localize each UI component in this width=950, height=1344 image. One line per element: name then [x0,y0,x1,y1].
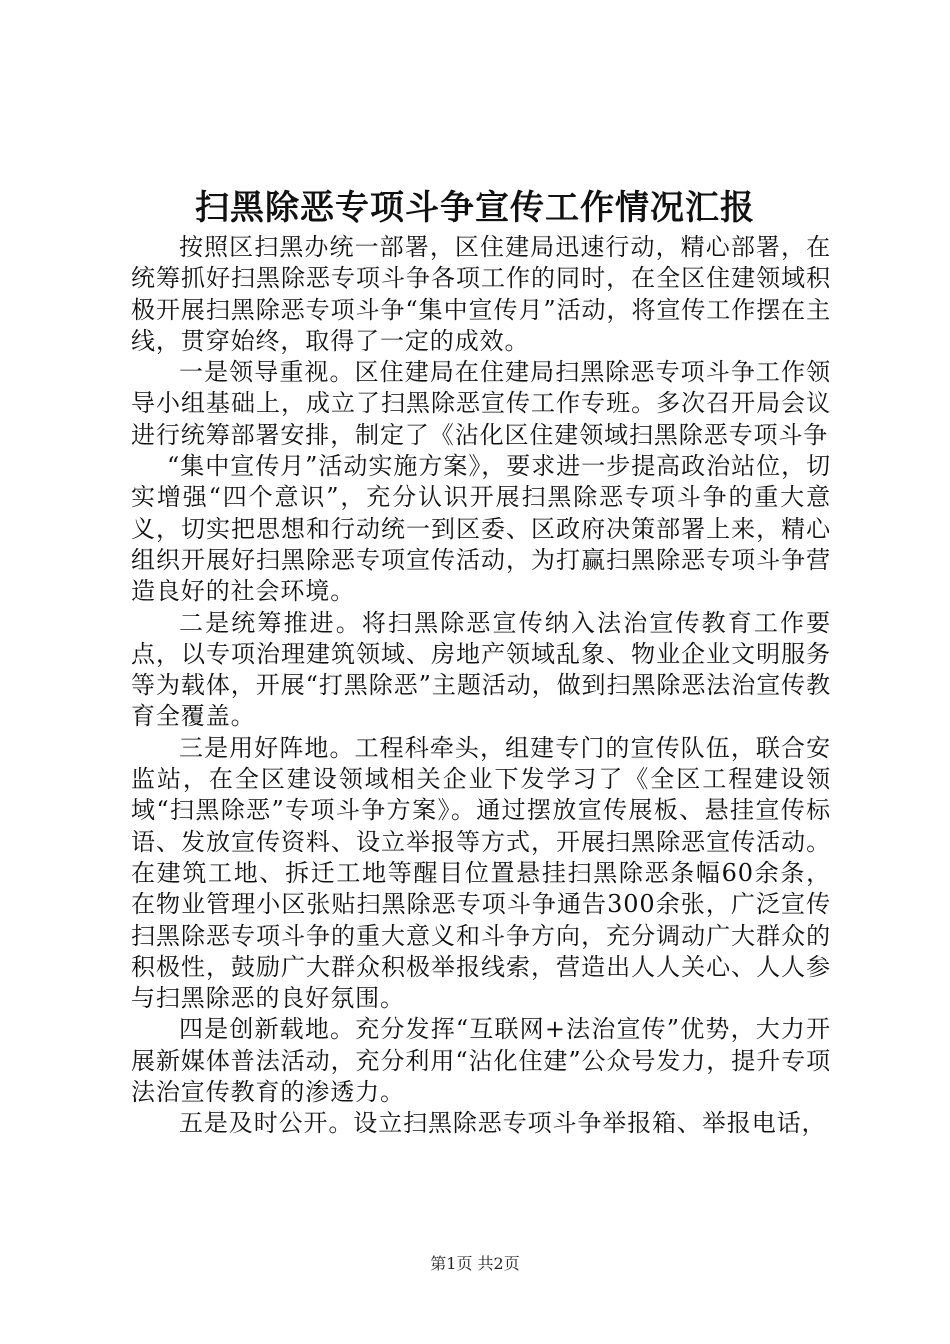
paragraph-innovation: 四是创新载地。充分发挥“互联网+法治宣传”优势，大力开展新媒体普法活动，充分利用“沾化住建”公众号发力，提升专项法治宣传教育的渗透力。 [131,1015,831,1107]
document-title: 扫黑除恶专项斗争宣传工作情况汇报 [195,188,755,228]
paragraph-coordination: 二是统筹推进。将扫黑除恶宣传纳入法治宣传教育工作要点，以专项治理建筑领域、房地产领域乱象、物业企业文明服务等为载体，开展“打黑除恶”主题活动，做到扫黑除恶法治宣传教育全覆盖。 [131,608,831,731]
paragraph-disclosure: 五是及时公开。设立扫黑除恶专项斗争举报箱、举报电话， [179,1109,827,1138]
paragraph-leadership: 一是领导重视。区住建局在住建局扫黑除恶专项斗争工作领导小组基础上，成立了扫黑除恶宣传工作专班。多次召开局会议进行统筹部署安排，制定了《沾化区住建领域扫黑除恶专项斗争 [131,358,831,449]
page-number-footer: 第1页 共2页 [430,1254,520,1273]
paragraph-positions: 三是用好阵地。工程科牵头，组建专门的宣传队伍，联合安监站，在全区建设领域相关企业下发学习了《全区工程建设领域“扫黑除恶”专项斗争方案》。通过摆放宣传展板、悬挂宣传标语、发放宣传资料、设立举报等方式，开展扫黑除恶宣传活动。在建筑工地、拆迁工地等醒目位置悬挂扫黑除恶条幅60余条，在物业管理小区张贴扫黑除恶专项斗争通告300余张，广泛宣传扫黑除恶专项斗争的重大意义和斗争方向，充分调动广大群众的积极性，鼓励广大群众积极举报线索，营造出人人关心、人人参与扫黑除恶的良好氛围。 [131,733,831,1013]
document-body [131,232,831,1140]
paragraph-intro: 按照区扫黑办统一部署，区住建局迅速行动，精心部署，在统筹抓好扫黑除恶专项斗争各项工作的同时，在全区住建领域积极开展扫黑除恶专项斗争“集中宣传月”活动，将宣传工作摆在主线，贯穿始终，取得了一定的成效。 [131,233,831,355]
paragraph-leadership-continued: “集中宣传月”活动实施方案》，要求进一步提高政治站位，切实增强“四个意识”，充分认识开展扫黑除恶专项斗争的重大意义，切实把思想和行动统一到区委、区政府决策部署上来，精心组织开展好扫黑除恶专项宣传活动，为打赢扫黑除恶专项斗争营造良好的社会环境。 [131,452,831,606]
